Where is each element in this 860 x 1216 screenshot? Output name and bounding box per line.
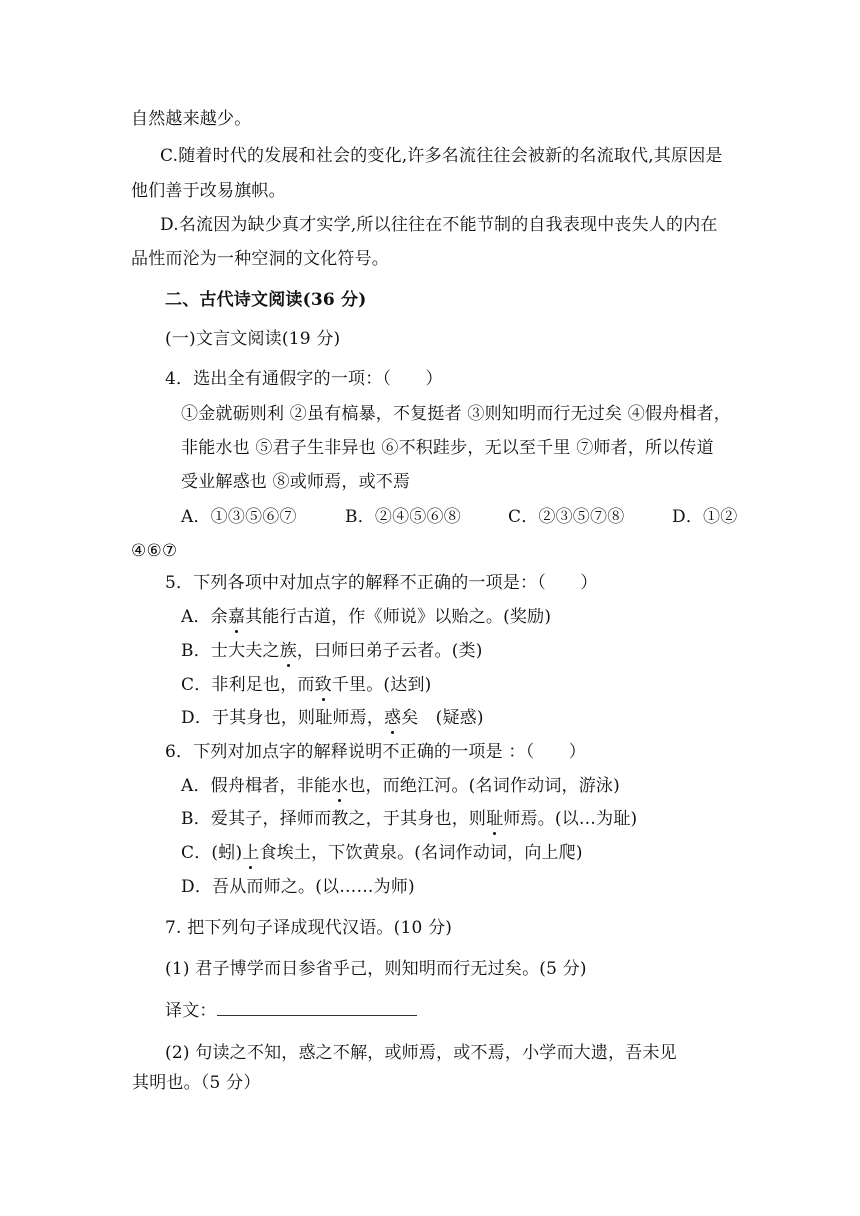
q4-option-d-wrap: ④⑥⑦: [131, 541, 178, 561]
q4-body-line: ①金就砺则利 ②虽有槁暴，不复挺者 ③则知明而行无过矣 ④假舟楫者，: [181, 404, 732, 424]
option-text: C．非利足也，而: [181, 675, 315, 695]
dotted-char: 上: [242, 843, 260, 863]
dotted-char: 惑: [384, 708, 402, 728]
q4-body-line: 受业解惑也 ⑧或师焉，或不焉: [181, 472, 411, 492]
option-text: ，曰师曰弟子云者。(类): [296, 641, 483, 661]
dotted-char: 嘉: [227, 607, 246, 627]
q4-body-line: 非能水也 ⑤君子生非异也 ⑥不积跬步，无以至千里 ⑦师者，所以传道: [181, 438, 714, 458]
option-text: 食埃土，下饮黄泉。(名词作动词，向上爬): [259, 843, 583, 863]
passage-line: 自然越来越少。: [131, 109, 252, 129]
q5-stem: 5．下列各项中对加点字的解释不正确的一项是：（ ）: [165, 573, 598, 593]
section-title: 二、古代诗文阅读(36 分): [165, 290, 367, 310]
answer-label: 译文：: [165, 1001, 217, 1021]
option-c-line2: 他们善于改易旗帜。: [131, 181, 286, 201]
q7-sentence-2-line1: (2) 句读之不知，惑之不解，或师焉，或不焉，小学而大遗，吾未见: [165, 1043, 677, 1063]
dotted-char: 致: [314, 675, 332, 695]
q7-sentence-1: (1) 君子博学而日参省乎己，则知明而行无过矣。(5 分): [165, 959, 587, 979]
dotted-char: 水: [331, 776, 349, 796]
subsection-title: (一)文言文阅读(19 分): [165, 329, 341, 349]
option-text: A．假舟楫者，非能: [181, 776, 332, 796]
option-text: B．士大夫之: [181, 641, 280, 661]
q4-option-d: D．①②: [672, 507, 738, 527]
q6-option-d: D．吾从而师之。(以……为师): [181, 877, 415, 897]
q4-option-a: A．①③⑤⑥⑦: [181, 507, 297, 527]
q5-option-c: [181, 674, 431, 696]
q7-sentence-2-line2: 其明也。（5 分）: [132, 1073, 261, 1093]
q5-option-a: [181, 606, 551, 628]
q7-stem: 7. 把下列句子译成现代汉语。(10 分): [165, 918, 453, 938]
q6-stem: 6．下列对加点字的解释说明不正确的一项是 ：（ ）: [165, 742, 586, 762]
q5-option-b: [181, 640, 483, 662]
option-text: 千里。(达到): [331, 675, 432, 695]
dotted-char: 耻: [486, 809, 504, 829]
option-text: 矣 (疑惑): [401, 708, 484, 728]
q7-answer-row: [165, 1000, 417, 1022]
option-text: 也，而绝江河。(名词作动词，游泳): [348, 776, 620, 796]
answer-blank-line[interactable]: [217, 1001, 417, 1016]
option-text: 师焉。(以…为耻): [503, 809, 638, 829]
q5-option-d: [181, 707, 484, 729]
q4-option-c: C．②③⑤⑦⑧: [508, 507, 625, 527]
option-c-line1: C.随着时代的发展和社会的变化,许多名流往往会被新的名流取代,其原因是: [160, 146, 723, 166]
option-text: C．(蚓): [181, 843, 243, 863]
q6-option-a: [181, 775, 620, 797]
q6-option-b: [181, 808, 637, 830]
option-text: A．余: [181, 607, 228, 627]
option-text: B．爱其子，择师而教之，于其身也，则: [181, 809, 487, 829]
q4-stem: 4．选出全有通假字的一项：（ ）: [165, 369, 443, 389]
dotted-char: 族: [279, 641, 297, 661]
option-text: 其能行古道，作《师说》以贻之。(奖励): [245, 607, 552, 627]
q6-option-c: [181, 842, 583, 864]
option-text: D．于其身也，则耻师焉，: [181, 708, 385, 728]
option-d-line1: D.名流因为缺少真才实学,所以往往在不能节制的自我表现中丧失人的内在: [160, 215, 718, 235]
q4-option-b: B．②④⑤⑥⑧: [345, 507, 461, 527]
option-d-line2: 品性而沦为一种空洞的文化符号。: [131, 249, 389, 269]
